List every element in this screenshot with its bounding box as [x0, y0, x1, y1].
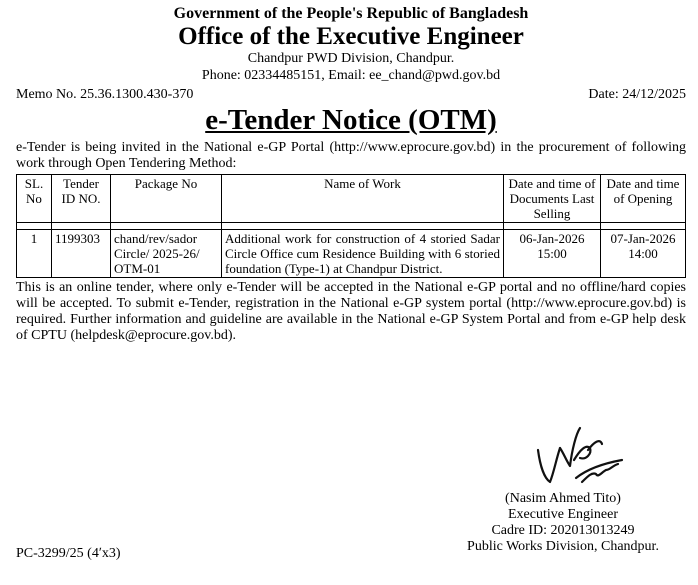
cell-sl: 1	[17, 230, 52, 278]
signatory-division: Public Works Division, Chandpur.	[467, 539, 659, 554]
office-contact: Phone: 02334485151, Email: ee_chand@pwd.gov.bd	[201, 68, 501, 83]
office-address: Chandpur PWD Division, Chandpur.	[247, 51, 455, 66]
cell-package: chand/rev/sador Circle/ 2025-26/ OTM-01	[111, 230, 222, 278]
memo-row	[16, 86, 686, 103]
pc-code: PC-3299/25 (4ʹx3)	[16, 546, 121, 561]
table-row	[17, 230, 686, 278]
table-header-row	[17, 175, 686, 223]
header-tender-id: Tender ID NO.	[52, 175, 111, 223]
cell-work: Additional work for construction of 4 storied Sadar Circle Office cum Residence Building with 6 storied foundation (Type-1) at Chandpur District.	[222, 230, 504, 278]
cell-tender-id: 1199303	[52, 230, 111, 278]
tender-table	[16, 174, 686, 278]
intro-paragraph: e-Tender is being invited in the National e-GP Portal (http://www.eprocure.gov.bd) in the procurement of following work through Open Tendering Method:	[16, 140, 686, 171]
office-heading: Office of the Executive Engineer	[178, 23, 524, 50]
signature-area	[440, 420, 680, 497]
header-opening: Date and time of Opening	[601, 175, 686, 223]
opening-date: 07-Jan-2026	[610, 231, 676, 246]
signatory-cadre-id: Cadre ID: 202013013249	[491, 523, 635, 538]
table-spacer-row	[17, 223, 686, 230]
memo-number: Memo No. 25.36.1300.430-370	[16, 87, 194, 102]
header-sl: SL. No	[17, 175, 52, 223]
cell-opening	[601, 230, 686, 278]
notice-title: e-Tender Notice (OTM)	[205, 104, 497, 136]
signatory-name: (Nasim Ahmed Tito)	[505, 491, 621, 506]
cell-last-selling	[504, 230, 601, 278]
government-heading: Government of the People's Republic of Bangladesh	[173, 5, 529, 22]
opening-time: 14:00	[628, 246, 658, 261]
last-selling-date: 06-Jan-2026	[519, 231, 585, 246]
signatory-designation: Executive Engineer	[507, 507, 618, 522]
terms-paragraph: This is an online tender, where only e-Tender will be accepted in the National e-GP portal and no offline/hard copies will be accepted. To submit e-Tender, registration in the National e-GP system portal (http://www.eprocure.gov.bd) is required. Further information and guideline are available in the National e-GP System Portal and from e-GP help desk of CPTU (helpdesk@eprocure.gov.bd).	[16, 280, 686, 343]
header-package: Package No	[111, 175, 222, 223]
memo-date: Date: 24/12/2025	[588, 87, 686, 102]
header-work: Name of Work	[222, 175, 504, 223]
last-selling-time: 15:00	[537, 246, 567, 261]
signature-block	[448, 491, 678, 555]
handwritten-signature-icon	[530, 420, 630, 492]
header-last-selling: Date and time of Documents Last Selling	[504, 175, 601, 223]
